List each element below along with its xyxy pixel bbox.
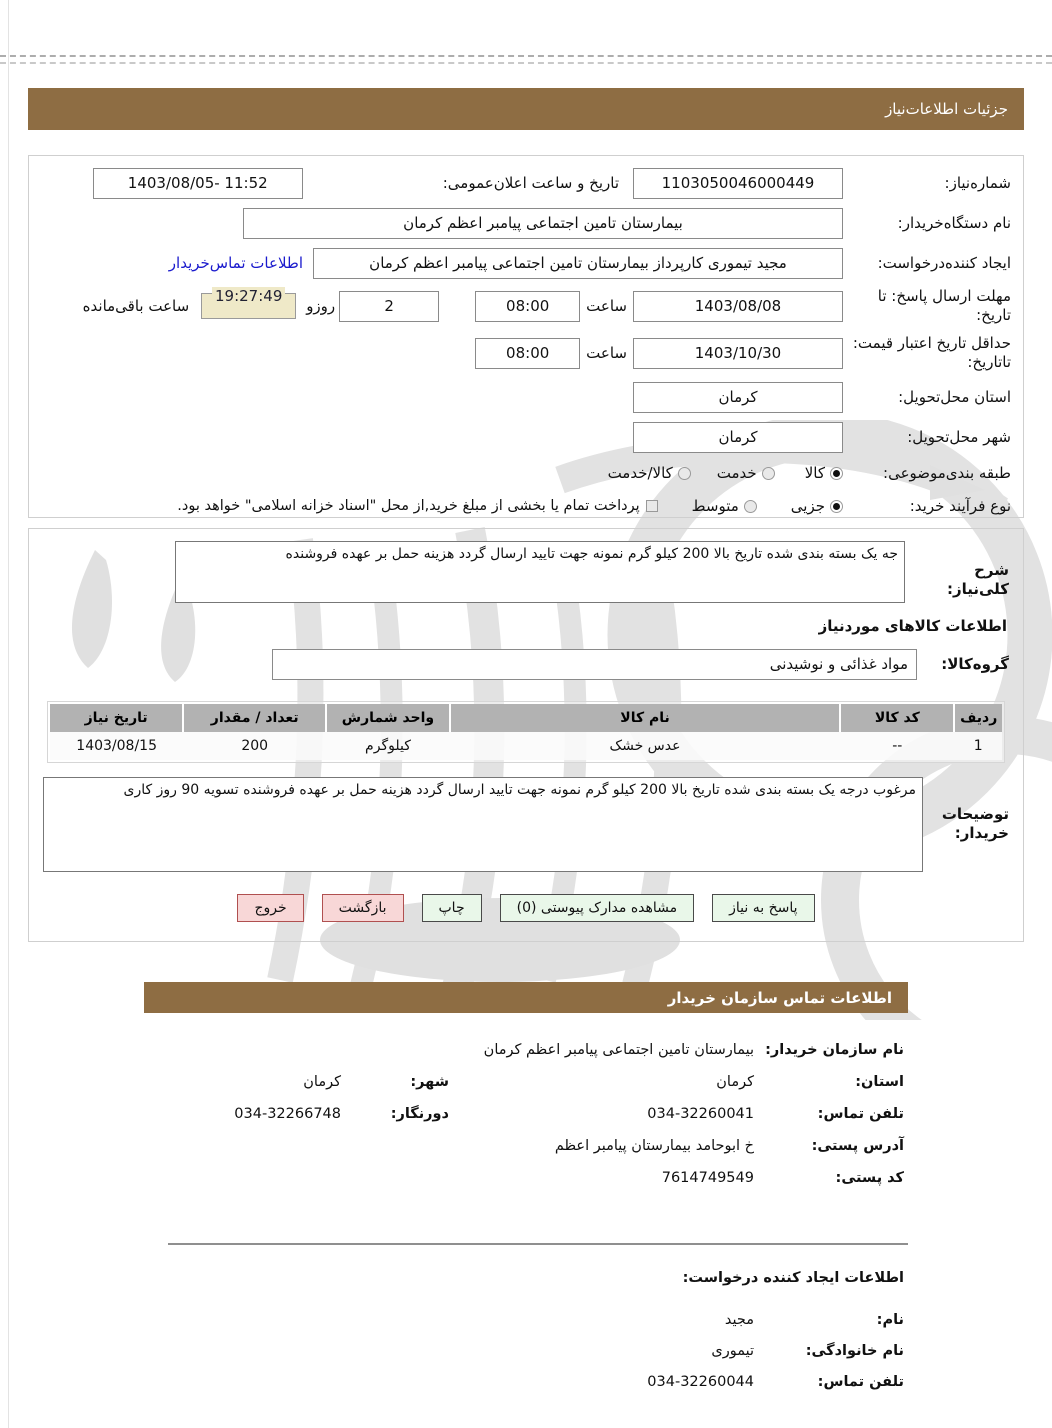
- need-number-label: شماره‌نیاز:: [944, 173, 1011, 192]
- announce-datetime-label: تاریخ و ساعت اعلان‌عمومی:: [442, 174, 619, 192]
- row-goods-group: [43, 645, 1009, 683]
- row-price-validity: [41, 330, 1011, 376]
- checkbox-icon[interactable]: [646, 500, 658, 512]
- goods-section-title: اطلاعات کالاهای موردنیاز: [818, 617, 1007, 635]
- reply-deadline-date-field[interactable]: 1403/08/08: [633, 291, 843, 322]
- radio-option-kala-khadamat[interactable]: کالا/خدمت: [608, 464, 691, 482]
- days-label: روزو: [306, 297, 336, 315]
- row-postal-code: [146, 1170, 904, 1186]
- row-address: [146, 1138, 904, 1154]
- action-buttons: [43, 894, 1009, 922]
- section-divider: [168, 1243, 908, 1245]
- col-quantity: تعداد / مقدار: [183, 704, 326, 732]
- row-need-description: [43, 541, 1009, 603]
- fax-value: 034-32266748: [234, 1106, 341, 1122]
- countdown-timer: 19:27:49: [201, 293, 296, 319]
- row-buyer-org: [41, 204, 1011, 242]
- row-province-city: [146, 1074, 904, 1090]
- cell-item-name: عدس خشک: [450, 732, 840, 760]
- radio-selected-icon[interactable]: [830, 467, 843, 480]
- org-name-value: بیمارستان تامین اجتماعی پیامبر اعظم کرمان: [483, 1042, 754, 1058]
- phone-value: 034-32260041: [647, 1106, 754, 1122]
- goods-table-header-row: [50, 704, 1002, 732]
- buyer-contact-link[interactable]: اطلاعات تماس‌خریدار: [168, 254, 303, 272]
- back-button[interactable]: بازگشت: [322, 894, 404, 922]
- radio-option-kala[interactable]: کالا: [805, 464, 843, 482]
- last-name-label: نام خانوادگی:: [805, 1343, 904, 1359]
- row-reply-deadline: [41, 284, 1011, 328]
- row-delivery-city: [41, 418, 1011, 456]
- goods-group-field[interactable]: مواد غذائی و نوشیدنی: [272, 649, 917, 680]
- phone-label: تلفن تماس:: [817, 1106, 904, 1122]
- reply-button[interactable]: پاسخ به نیاز: [712, 894, 814, 922]
- announce-datetime-field[interactable]: 1403/08/05- 11:52: [93, 168, 303, 199]
- exit-button[interactable]: خروج: [237, 894, 303, 922]
- address-label: آدرس پستی:: [811, 1138, 904, 1154]
- need-description-textarea[interactable]: جه یک بسته بندی شده تاریخ بالا 200 کیلو گرم نمونه جهت تایید ارسال گردد هزینه حمل بر عهده فروشنده: [175, 541, 905, 603]
- radio-icon[interactable]: [744, 500, 757, 513]
- cell-unit: کیلوگرم: [326, 732, 450, 760]
- delivery-province-field[interactable]: کرمان: [633, 382, 843, 413]
- col-unit: واحد شمارش: [326, 704, 450, 732]
- radio-icon[interactable]: [678, 467, 691, 480]
- contact-title-bar: [144, 982, 908, 1013]
- buyer-org-field[interactable]: بیمارستان تامین اجتماعی پیامبر اعظم کرمان: [243, 208, 843, 239]
- row-purchase-type: [41, 490, 1011, 522]
- goods-table: [47, 701, 1005, 763]
- reply-deadline-days-field[interactable]: 2: [339, 291, 439, 322]
- col-row-index: ردیف: [954, 704, 1002, 732]
- page-left-border: [8, 0, 9, 1428]
- request-creator-field[interactable]: مجید تیموری کارپرداز بیمارستان تامین اجتماعی پیامبر اعظم کرمان: [313, 248, 843, 279]
- cell-item-code: --: [840, 732, 954, 760]
- row-request-creator: [41, 244, 1011, 282]
- goods-group-label: گروه‌کالا:: [941, 654, 1009, 673]
- row-delivery-province: [41, 378, 1011, 416]
- reply-deadline-time-field[interactable]: 08:00: [475, 291, 580, 322]
- purchase-type-label: نوع فرآیند خرید:: [909, 496, 1011, 515]
- price-validity-hour-label: ساعت: [586, 344, 627, 362]
- row-first-name: [146, 1312, 904, 1328]
- request-creator-label: ایجاد کننده‌درخواست:: [877, 253, 1011, 272]
- city-label: شهر:: [410, 1074, 449, 1090]
- top-divider: [0, 55, 1052, 64]
- postal-code-value: 7614749549: [661, 1170, 754, 1186]
- row-last-name: [146, 1343, 904, 1359]
- postal-code-label: کد پستی:: [835, 1170, 904, 1186]
- delivery-city-label: شهر محل‌تحویل:: [907, 427, 1011, 446]
- col-need-date: تاریخ نیاز: [50, 704, 183, 732]
- creator-section-title: اطلاعات ایجاد کننده درخواست:: [682, 1270, 904, 1286]
- view-attachments-button[interactable]: مشاهده مدارک پیوستی (0): [500, 894, 695, 922]
- row-buyer-notes: [43, 777, 1009, 872]
- contact-section: [146, 1042, 904, 1202]
- radio-selected-icon[interactable]: [830, 500, 843, 513]
- details-title-bar: [28, 88, 1024, 130]
- row-phone-fax: [146, 1106, 904, 1122]
- details-title: جزئیات اطلاعات‌نیاز: [885, 100, 1008, 118]
- city-value: کرمان: [303, 1074, 341, 1090]
- buyer-org-label: نام دستگاه‌خریدار:: [897, 213, 1011, 232]
- row-need-number: [41, 164, 1011, 202]
- creator-phone-label: تلفن تماس:: [817, 1374, 904, 1390]
- fax-label: دورنگار:: [390, 1106, 449, 1122]
- cell-need-date: 1403/08/15: [50, 732, 183, 760]
- address-value: خ ابوحامد بیمارستان پیامبر اعظم: [554, 1138, 754, 1154]
- remaining-hours-label: ساعت باقی‌مانده: [82, 297, 190, 315]
- contact-title: اطلاعات تماس سازمان خریدار: [667, 988, 892, 1007]
- row-org-name: [146, 1042, 904, 1058]
- table-row: [50, 732, 1002, 760]
- province-label: استان:: [855, 1074, 904, 1090]
- buyer-notes-textarea[interactable]: مرغوب درجه یک بسته بندی شده تاریخ بالا 200 کیلو گرم نمونه جهت تایید ارسال گردد هزینه حمل بر عهده فروشنده تسویه 90 روز کاری: [43, 777, 923, 872]
- radio-icon[interactable]: [762, 467, 775, 480]
- creator-section: [146, 1270, 904, 1405]
- buyer-notes-label: توضیحات خریدار:: [941, 805, 1009, 842]
- last-name-value: تیموری: [711, 1343, 754, 1359]
- print-button[interactable]: چاپ: [422, 894, 482, 922]
- radio-option-motevasset[interactable]: متوسط: [692, 497, 757, 515]
- radio-option-khadamat[interactable]: خدمت: [717, 464, 775, 482]
- delivery-province-label: استان محل‌تحویل:: [898, 387, 1011, 406]
- first-name-label: نام:: [876, 1312, 904, 1328]
- need-number-field[interactable]: 1103050046000449: [633, 168, 843, 199]
- cell-quantity: 200: [183, 732, 326, 760]
- delivery-city-field[interactable]: کرمان: [633, 422, 843, 453]
- price-validity-date-field[interactable]: 1403/10/30: [633, 338, 843, 369]
- reply-deadline-hour-label: ساعت: [586, 297, 627, 315]
- cell-row-index: 1: [954, 732, 1002, 760]
- creator-phone-value: 034-32260044: [647, 1374, 754, 1390]
- radio-option-jozii[interactable]: جزیی: [791, 497, 843, 515]
- org-name-label: نام سازمان خریدار:: [765, 1042, 904, 1058]
- province-value: کرمان: [716, 1074, 754, 1090]
- price-validity-time-field[interactable]: 08:00: [475, 338, 580, 369]
- row-subject-class: [41, 458, 1011, 488]
- first-name-value: مجید: [724, 1312, 754, 1328]
- col-item-code: کد کالا: [840, 704, 954, 732]
- goods-panel: [28, 528, 1024, 942]
- row-creator-phone: [146, 1374, 904, 1390]
- price-validity-label: حداقل تاریخ اعتبار قیمت: تاتاریخ:: [852, 334, 1011, 371]
- need-description-label: شرح کلی‌نیاز:: [946, 561, 1009, 598]
- reply-deadline-label: مهلت ارسال پاسخ: تا تاریخ:: [877, 287, 1011, 324]
- treasury-checkbox-option[interactable]: پرداخت تمام یا بخشی از مبلغ خرید,از محل "اسناد خزانه اسلامی" خواهد بود.: [177, 498, 657, 514]
- subject-class-label: طبقه بندی‌موضوعی:: [883, 463, 1011, 482]
- details-panel: [28, 155, 1024, 518]
- col-item-name: نام کالا: [450, 704, 840, 732]
